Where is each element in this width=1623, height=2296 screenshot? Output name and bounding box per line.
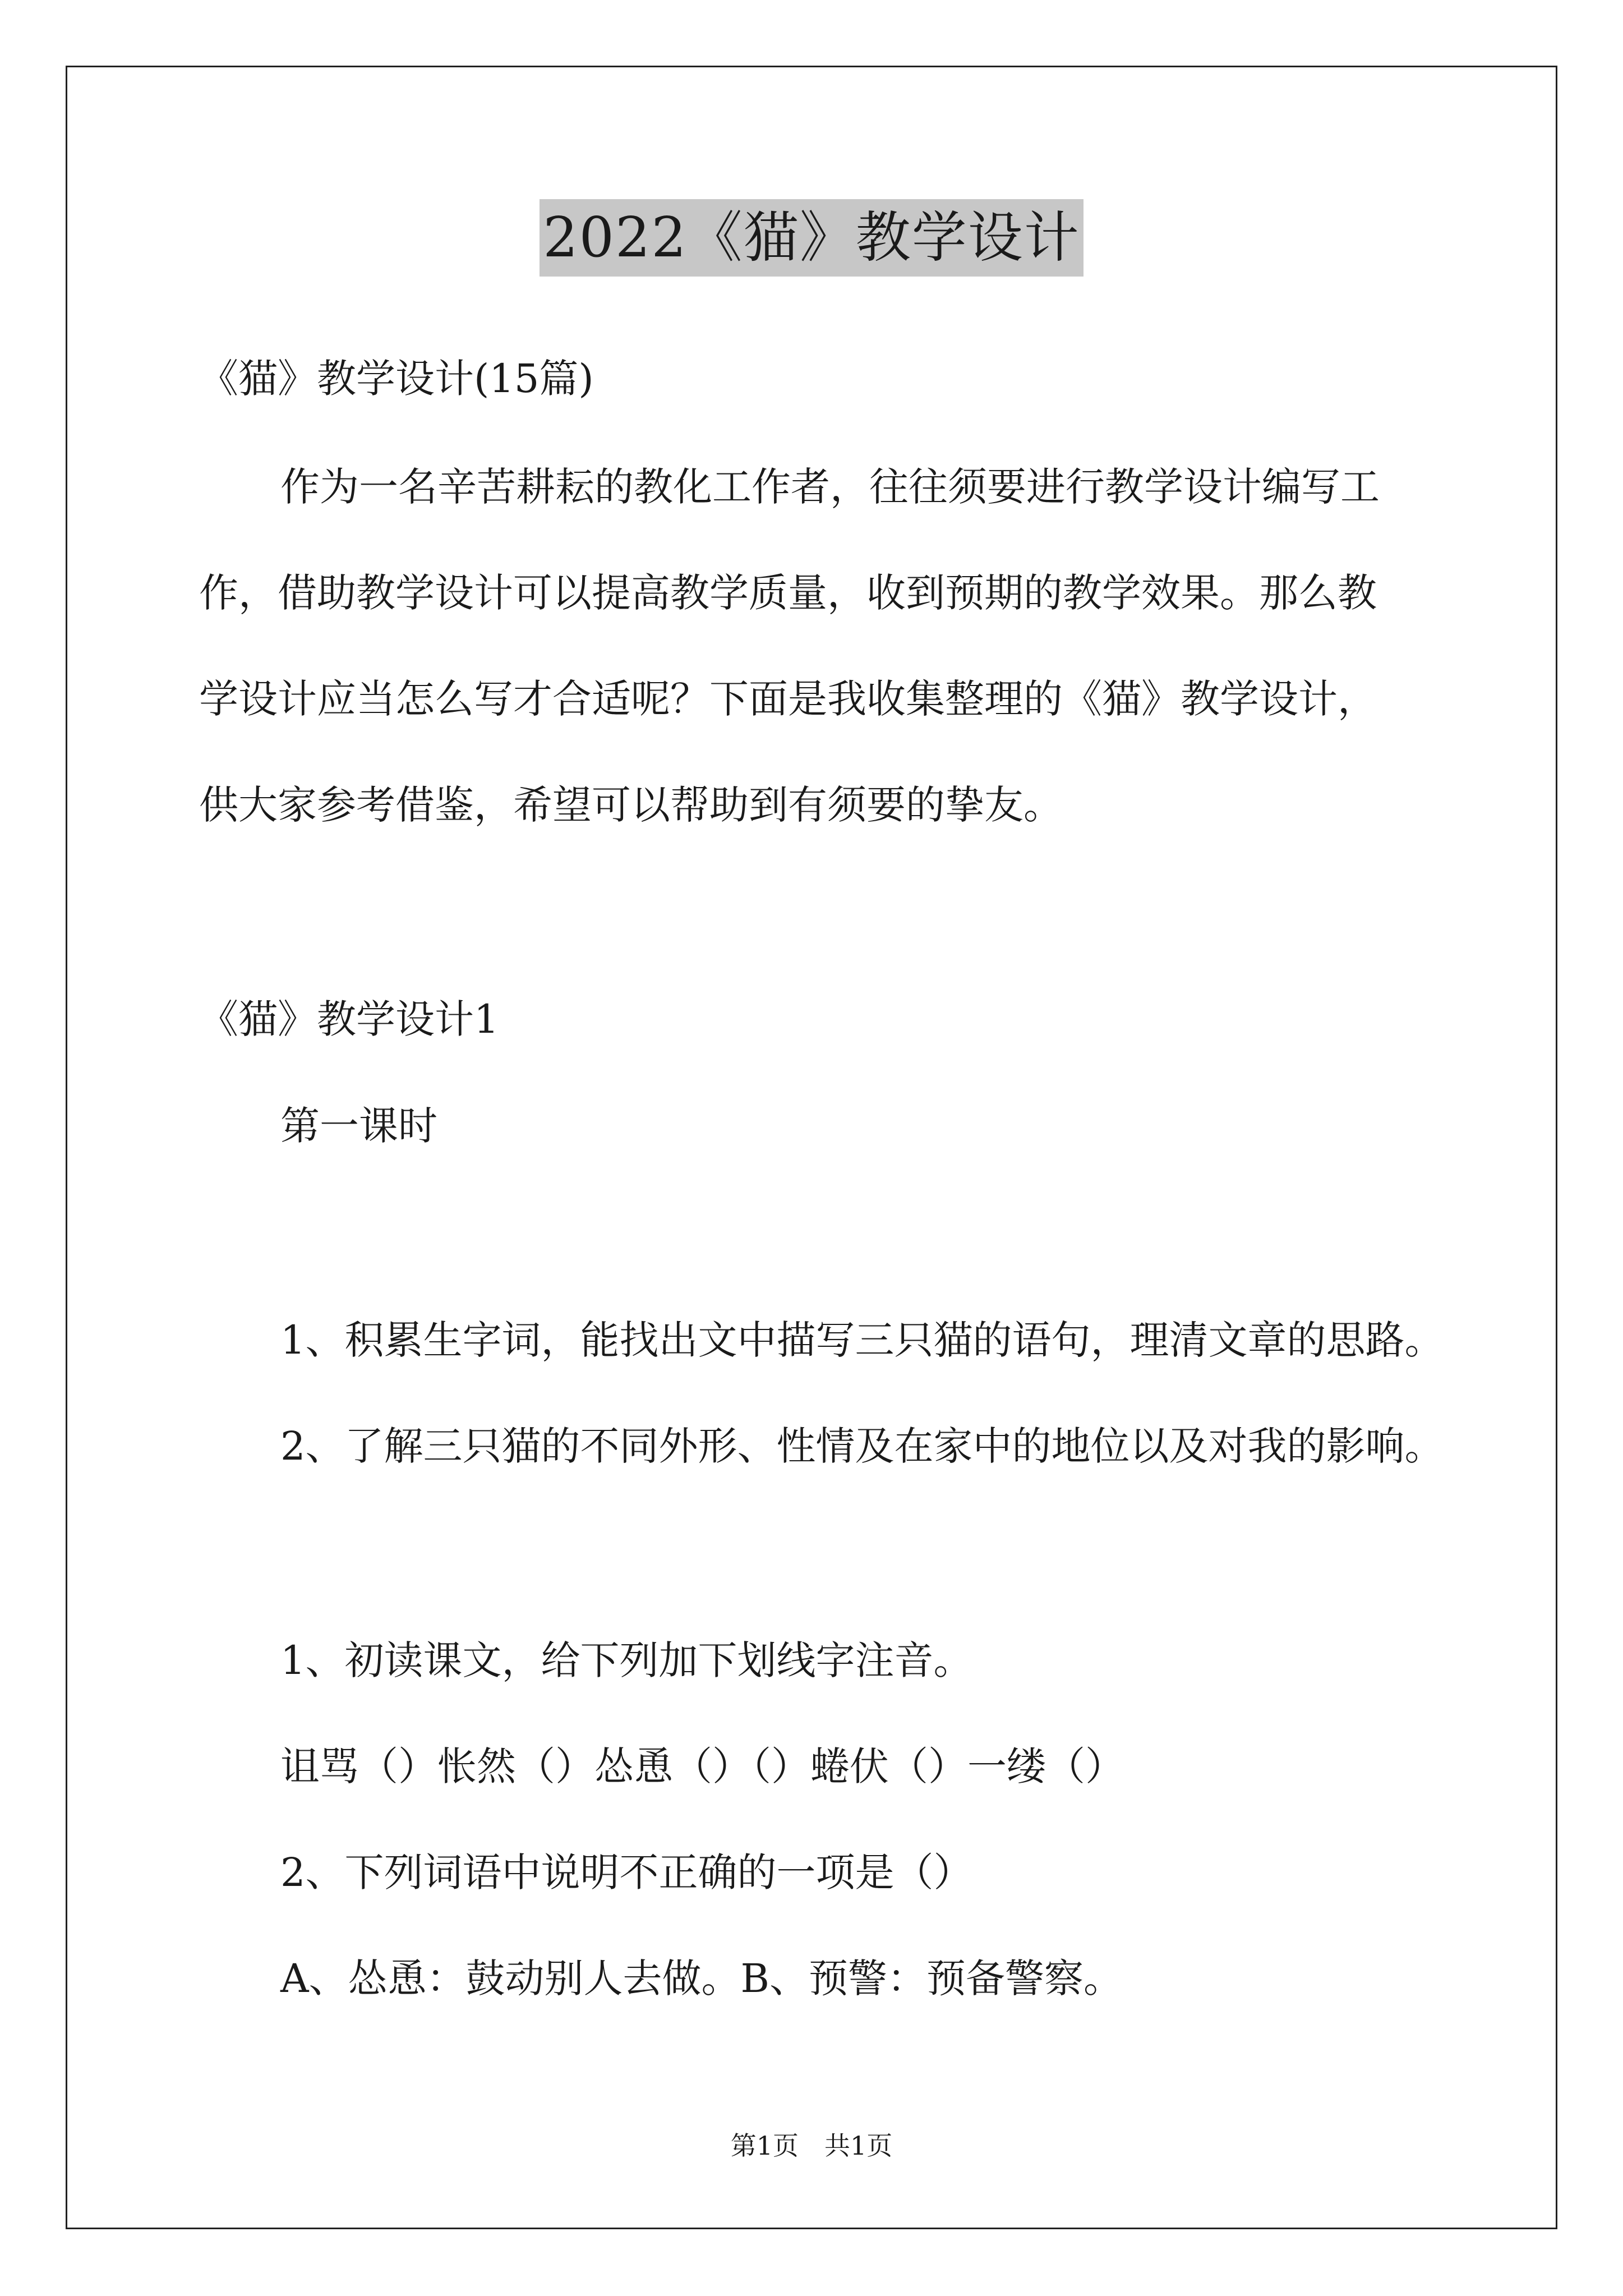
intro-line-1: 作为一名辛苦耕耘的教化工作者，往往须要进行教学设计编写工: [280, 464, 1380, 510]
document-title: 2022《猫》教学设计: [540, 199, 1083, 277]
exercise-2: 诅骂（）怅然（）怂恿（）（）蜷伏（）一缕（）: [280, 1743, 1124, 1789]
exercise-3: 2、下列词语中说明不正确的一项是（）: [280, 1849, 973, 1895]
section-heading: 《猫》教学设计1: [199, 996, 499, 1042]
intro-line-4: 供大家参考借鉴，希望可以帮助到有须要的挚友。: [199, 782, 1063, 828]
intro-line-2: 作，借助教学设计可以提高教学质量，收到预期的教学效果。那么教: [199, 570, 1377, 616]
objective-1: 1、积累生字词，能找出文中描写三只猫的语句，理清文章的思路。: [280, 1317, 1444, 1363]
intro-line-3: 学设计应当怎么写才合适呢？下面是我收集整理的《猫》教学设计，: [199, 676, 1377, 722]
objective-2: 2、了解三只猫的不同外形、性情及在家中的地位以及对我的影响。: [280, 1423, 1444, 1469]
title-container: [0, 199, 1623, 277]
exercise-4: A、怂恿：鼓动别人去做。B、预警：预备警察。: [280, 1955, 1123, 2001]
page-footer: 第1页 共1页: [730, 2131, 893, 2161]
exercise-1: 1、初读课文，给下列加下划线字注音。: [280, 1637, 973, 1683]
lesson-heading: 第一课时: [280, 1103, 437, 1149]
document-subtitle: 《猫》教学设计(15篇): [199, 356, 594, 402]
